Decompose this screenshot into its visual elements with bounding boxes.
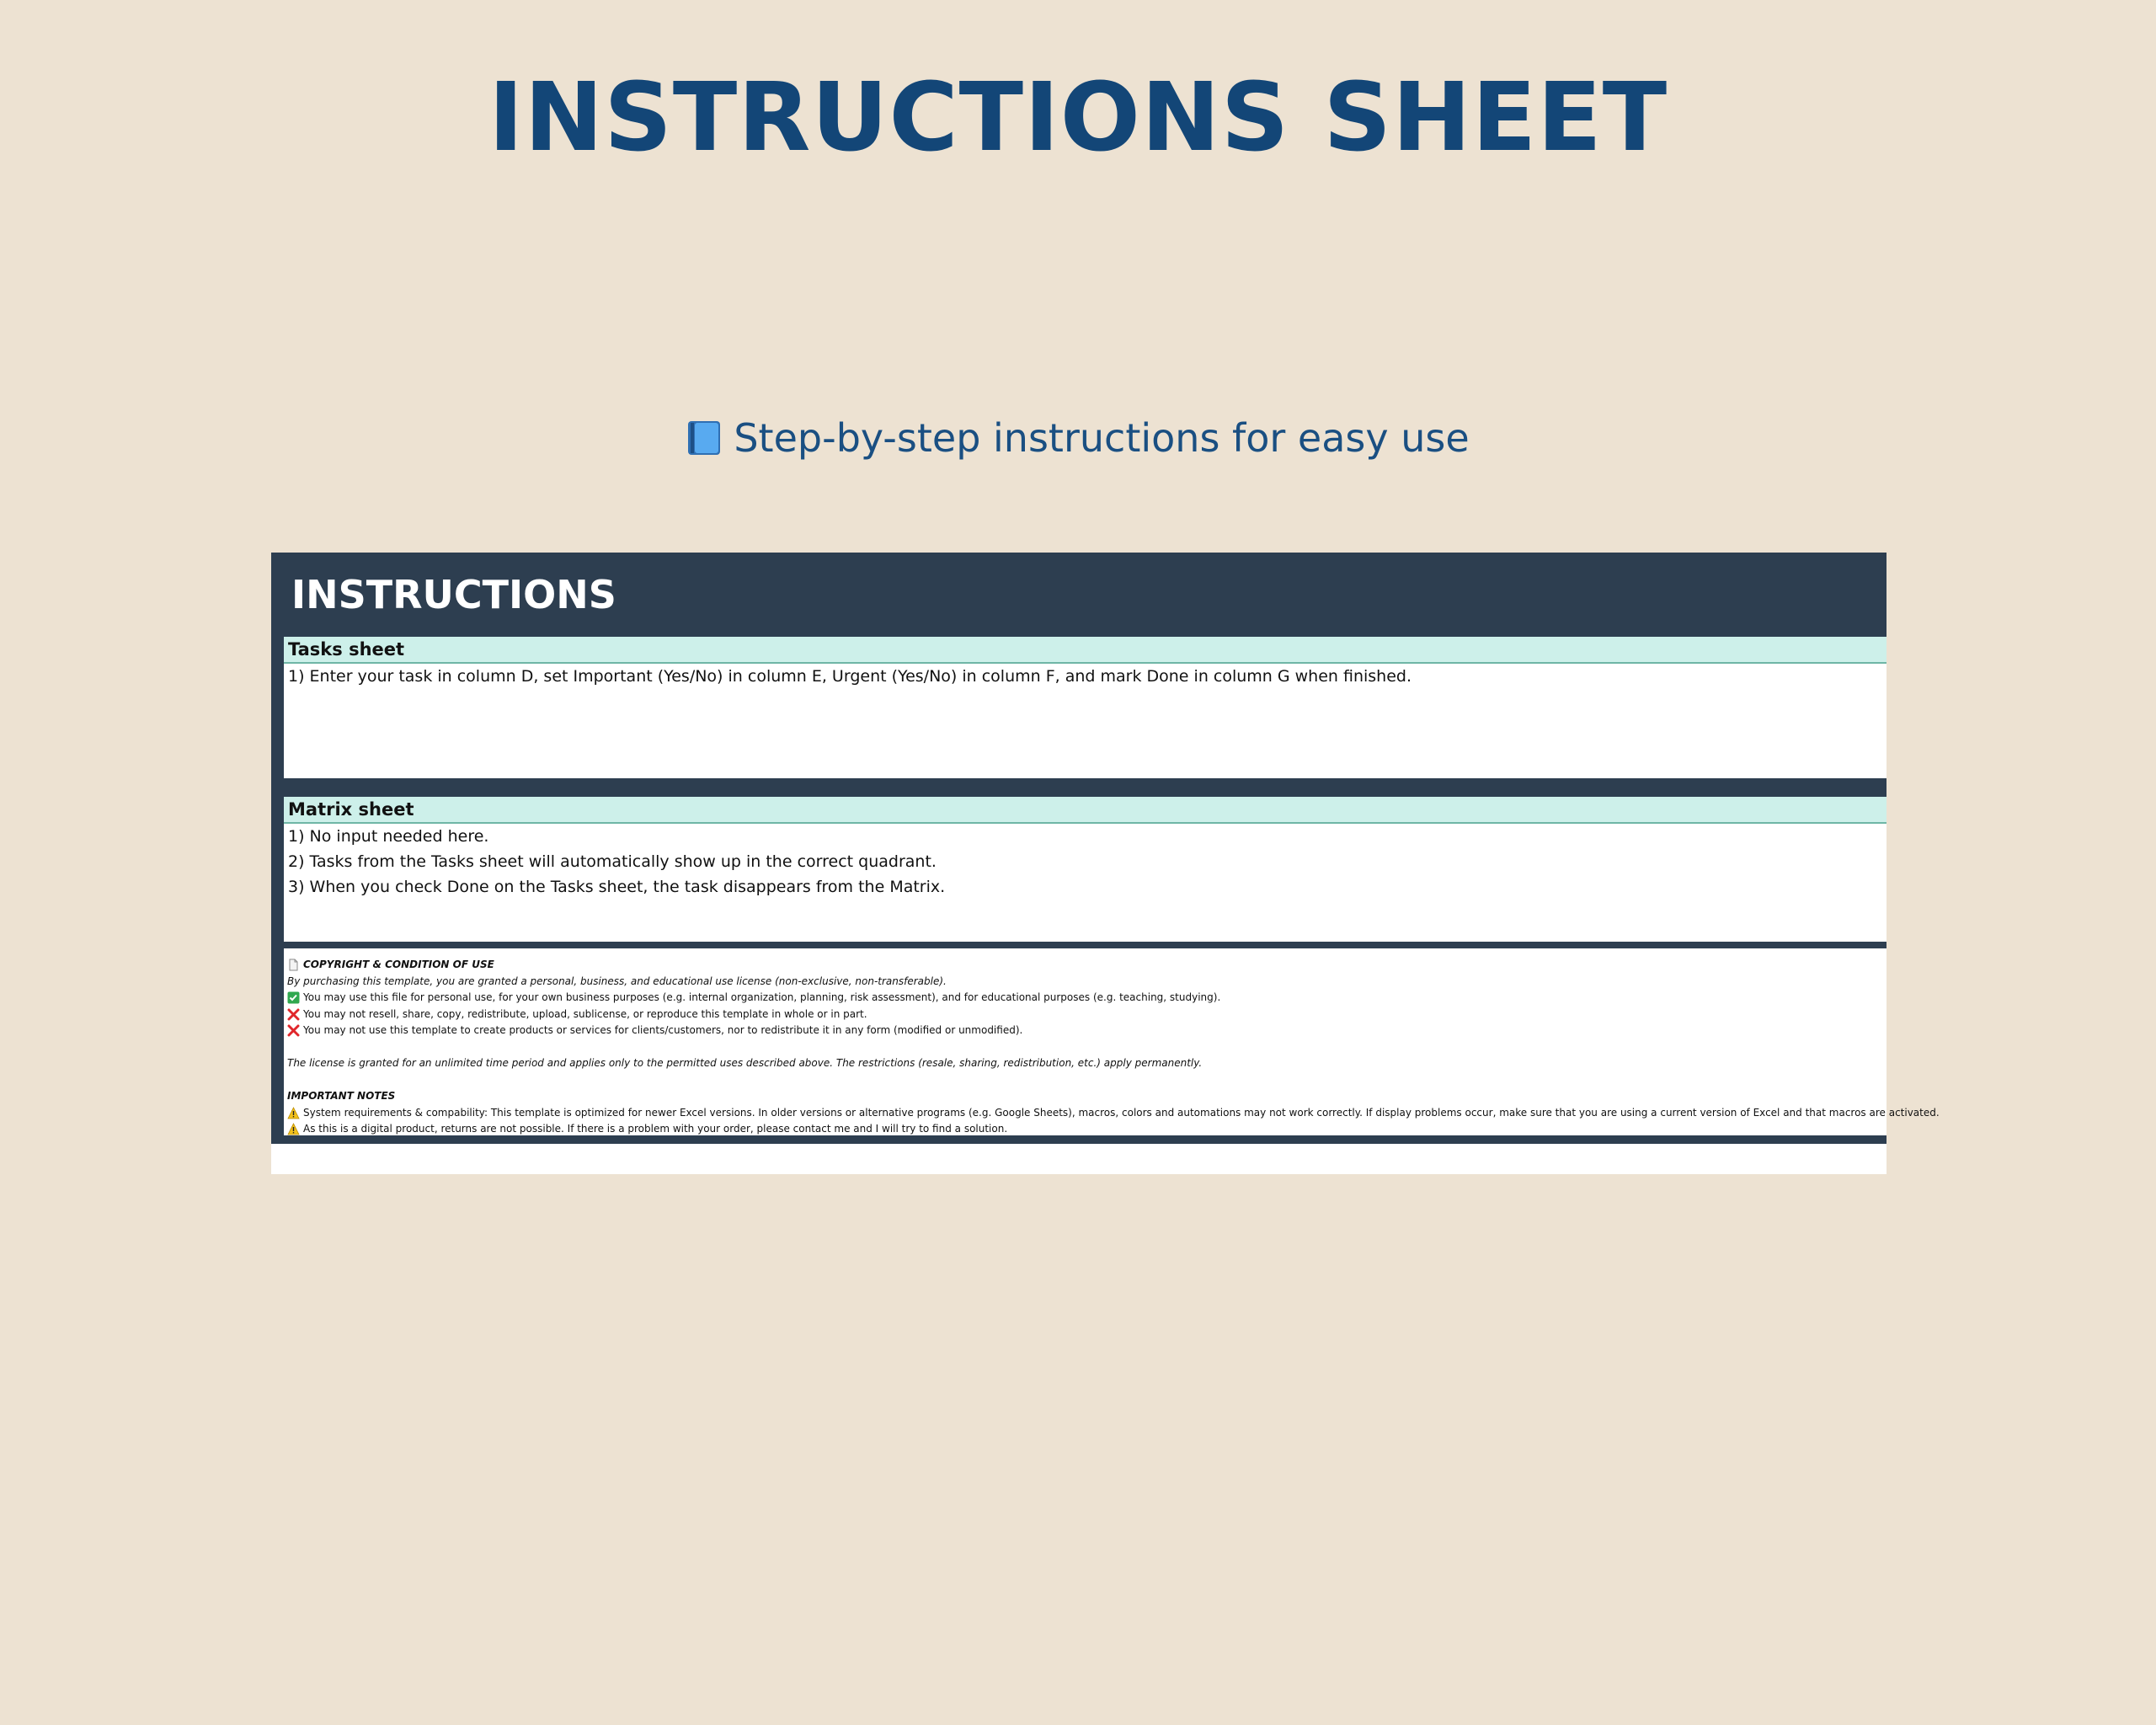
sheet-header: INSTRUCTIONS <box>291 572 616 617</box>
notes-heading <box>284 1088 1886 1105</box>
not-allowed-2 <box>284 1023 1886 1039</box>
note-1-text: System requirements & compability: This template is optimized for newer Excel versions. In older versions or alternative programs (e.g. Google Sheets), macros, colors and automations may not work correctly. If display problems occur, make sure that you are using a current version of Excel and that macros are activated. <box>303 1106 1940 1119</box>
license-period <box>284 1055 1886 1072</box>
note-2 <box>284 1121 1886 1138</box>
check-icon <box>287 991 300 1004</box>
not-allowed-1-text: You may not resell, share, copy, redistribute, upload, sublicense, or reproduce this template in whole or in part. <box>303 1007 867 1020</box>
matrix-instruction-2: 2) Tasks from the Tasks sheet will automatically show up in the correct quadrant. <box>288 852 937 871</box>
instructions-sheet <box>271 553 1940 1174</box>
allowed-use <box>284 990 1886 1007</box>
warning-icon <box>287 1107 300 1119</box>
cross-icon <box>287 1008 300 1021</box>
tasks-instruction-1: 1) Enter your task in column D, set Important (Yes/No) in column E, Urgent (Yes/No) in column F, and mark Done in column G when finished. <box>288 667 1412 686</box>
copyright-heading <box>284 957 1886 974</box>
tasks-section <box>284 637 1886 778</box>
notes-heading-text: IMPORTANT NOTES <box>287 1090 396 1102</box>
allowed-use-text: You may use this file for personal use, for your own business purposes (e.g. internal organization, planning, risk assessment), and for educational purposes (e.g. teaching, studying). <box>303 991 1221 1003</box>
spacer <box>284 1072 1886 1089</box>
page-title: INSTRUCTIONS SHEET <box>488 63 1668 173</box>
legal-section <box>284 948 1940 1135</box>
spacer <box>284 1039 1886 1056</box>
warning-icon <box>287 1123 300 1135</box>
copyright-heading-text: COPYRIGHT & CONDITION OF USE <box>303 959 494 970</box>
cross-icon <box>287 1024 300 1037</box>
subtitle: Step-by-step instructions for easy use <box>734 415 1470 461</box>
matrix-instruction-3: 3) When you check Done on the Tasks sheet, the task disappears from the Matrix. <box>288 878 946 896</box>
note-2-text: As this is a digital product, returns are not possible. If there is a problem with your order, please contact me and I will try to find a solution. <box>303 1123 1008 1135</box>
note-1 <box>284 1105 1940 1122</box>
document-icon <box>287 959 300 971</box>
matrix-section-heading: Matrix sheet <box>284 797 1886 824</box>
license-period-text: The license is granted for an unlimited time period and applies only to the permitted uses described above. The restrictions (resale, sharing, redistribution, etc.) apply permanently. <box>287 1057 1203 1069</box>
license-intro <box>284 974 1886 991</box>
book-icon <box>686 419 722 457</box>
license-intro-text: By purchasing this template, you are granted a personal, business, and educational use license (non-exclusive, non-transferable). <box>287 975 947 987</box>
not-allowed-2-text: You may not use this template to create products or services for clients/customers, nor to redistribute it in any form (modified or unmodified). <box>303 1024 1023 1036</box>
not-allowed-1 <box>284 1007 1886 1023</box>
matrix-section <box>284 797 1886 942</box>
tasks-section-heading: Tasks sheet <box>284 637 1886 664</box>
subtitle-row <box>0 413 2156 463</box>
matrix-instruction-1: 1) No input needed here. <box>288 827 489 846</box>
